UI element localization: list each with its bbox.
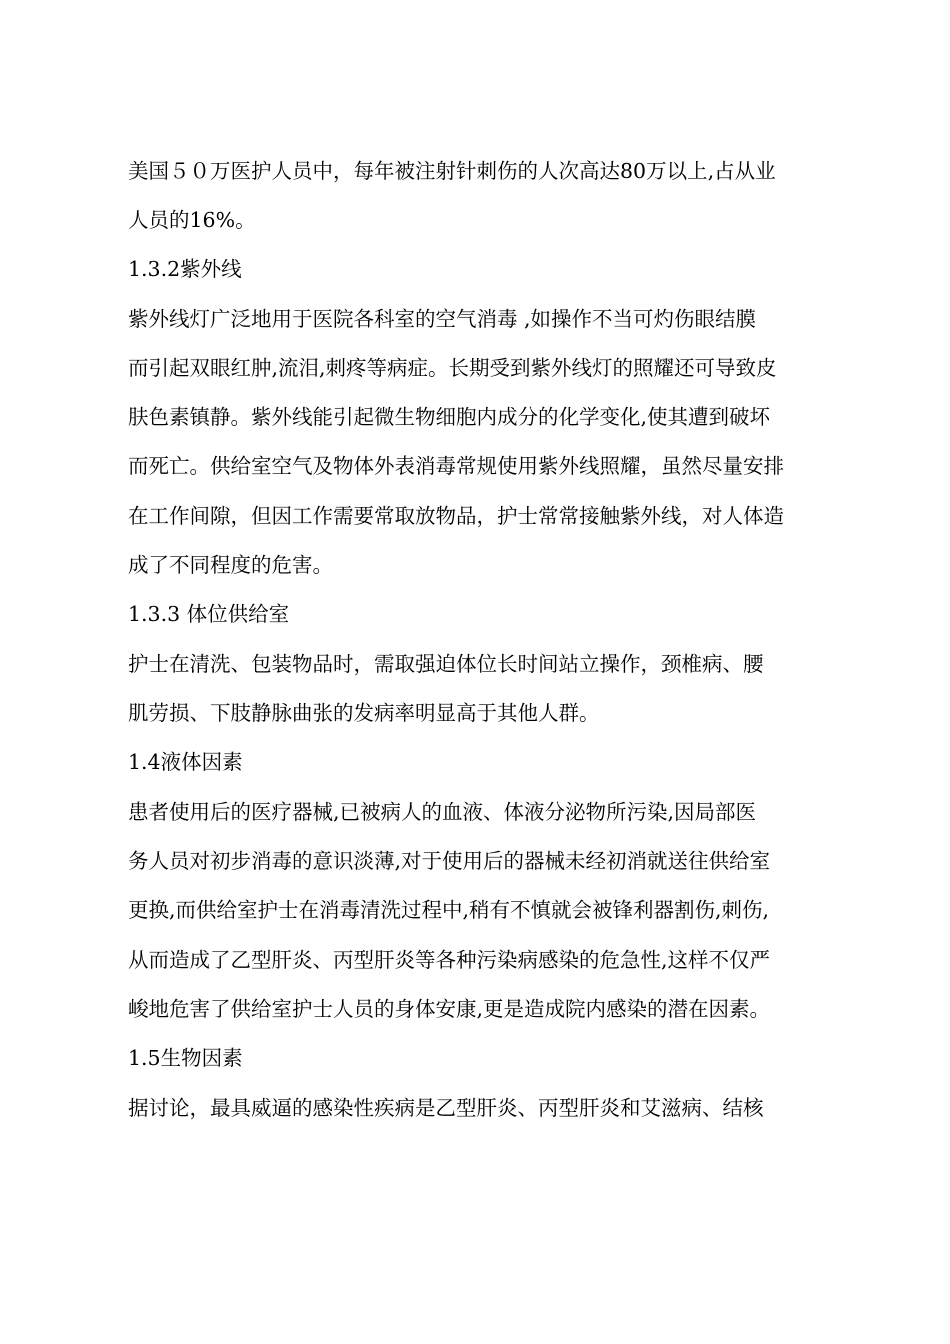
section-heading-1-3-2: 1.3.2紫外线	[128, 257, 242, 281]
body-text-line: 更换,而供给室护士在消毒清洗过程中,稍有不慎就会被锋利器割伤,刺伤,	[128, 898, 770, 922]
body-text-line: 患者使用后的医疗器械,已被病人的血液、体液分泌物所污染,因局部医	[128, 800, 757, 824]
body-text-line: 在工作间隙，但因工作需要常取放物品，护士常常接触紫外线，对人体造	[128, 504, 784, 528]
body-text-line: 而死亡。供给室空气及物体外表消毒常规使用紫外线照耀，虽然尽量安排	[128, 454, 784, 478]
body-text-line: 务人员对初步消毒的意识淡薄,对于使用后的器械未经初消就送往供给室	[128, 849, 771, 873]
body-text-line: 美国５０万医护人员中，每年被注射针刺伤的人次高达80万以上,占从业	[128, 159, 776, 183]
body-text-line: 据讨论，最具威逼的感染性疾病是乙型肝炎、丙型肝炎和艾滋病、结核	[128, 1096, 764, 1120]
body-text-line: 峻地危害了供给室护士人员的身体安康,更是造成院内感染的潜在因素。	[128, 997, 771, 1021]
body-text-line: 成了不同程度的危害。	[128, 553, 333, 577]
section-heading-1-3-3: 1.3.3 体位供给室	[128, 602, 290, 626]
section-heading-1-4: 1.4液体因素	[128, 750, 243, 774]
body-text-line: 护士在清洗、包装物品时，需取强迫体位长时间站立操作，颈椎病、腰	[128, 652, 764, 676]
section-heading-1-5: 1.5生物因素	[128, 1046, 243, 1070]
body-text-line: 肌劳损、下肢静脉曲张的发病率明显高于其他人群。	[128, 701, 600, 725]
body-text-line: 人员的16%。	[128, 208, 256, 232]
body-text-line: 而引起双眼红肿,流泪,刺疼等病症。长期受到紫外线灯的照耀还可导致皮	[128, 356, 777, 380]
body-text-line: 肤色素镇静。紫外线能引起微生物细胞内成分的化学变化,使其遭到破坏	[128, 405, 771, 429]
body-text-line: 从而造成了乙型肝炎、丙型肝炎等各种污染病感染的危急性,这样不仅严	[128, 948, 771, 972]
body-text-line: 紫外线灯广泛地用于医院各科室的空气消毒 ,如操作不当可灼伤眼结膜	[128, 307, 757, 331]
